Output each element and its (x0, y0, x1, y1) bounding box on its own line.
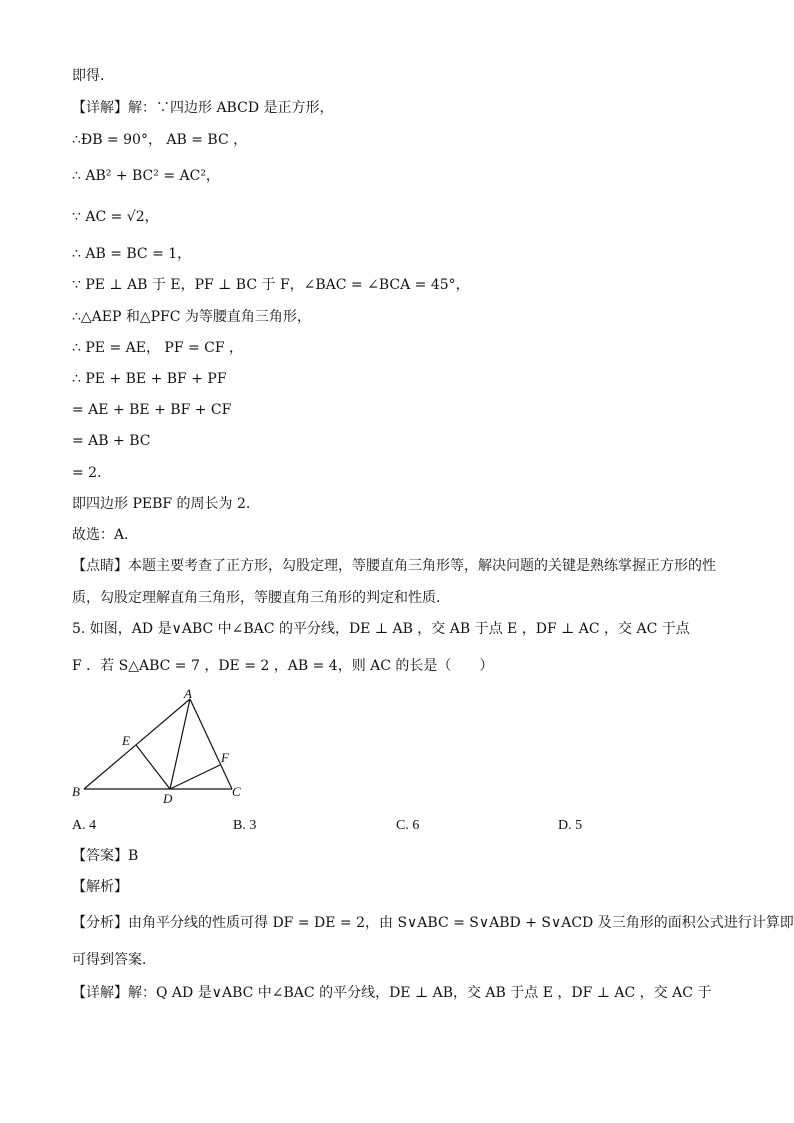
text-line: ∵ AC = √2， (72, 209, 159, 225)
label-e: E (122, 733, 130, 748)
text-line: ∵ PE ⊥ AB 于 E，PF ⊥ BC 于 F，∠BAC = ∠BCA = 45°， (72, 277, 470, 293)
segment-de (136, 745, 170, 789)
question-5-line: 5. 如图，AD 是∨ABC 中∠BAC 的平分线，DE ⊥ AB ，交 AB 于点 E ，DF ⊥ AC ，交 AC 于点 (72, 621, 690, 637)
text-line: 【详解】解：∵四边形 ABCD 是正方形， (72, 100, 334, 116)
text-line: 即得． (72, 68, 114, 84)
segment-ad (170, 699, 190, 789)
analysis-line: 可得到答案． (72, 952, 156, 968)
analysis-line: 【详解】解：Q AD 是∨ABC 中∠BAC 的平分线，DE ⊥ AB，交 AB 于点 E ，DF ⊥ AC ，交 AC 于 (72, 985, 712, 1001)
text-line: ∴ PE = AE， PF = CF ， (72, 340, 244, 356)
segment-ab (84, 699, 190, 789)
label-c: C (232, 784, 241, 799)
text-line: 【点睛】本题主要考查了正方形，勾股定理，等腰直角三角形等，解决问题的关键是熟练掌握正方形的性 (72, 558, 716, 574)
segment-df (170, 765, 220, 789)
text-line: = 2． (72, 465, 112, 481)
text-line: 即四边形 PEBF 的周长为 2. (72, 496, 251, 512)
label-f: F (221, 750, 229, 765)
text-line: 质，勾股定理解直角三角形，等腰直角三角形的判定和性质． (72, 590, 450, 606)
text-line: ∴ÐB = 90°， AB = BC ， (72, 132, 248, 148)
text-line: = AE + BE + BF + CF (72, 402, 232, 418)
answer-line: 【答案】B (72, 848, 139, 864)
option-b: B. 3 (233, 818, 257, 833)
text-line: = AB + BC (72, 433, 151, 449)
option-d: D. 5 (558, 818, 583, 833)
label-a: A (184, 686, 192, 701)
label-b: B (72, 784, 80, 799)
label-d: D (163, 791, 173, 806)
triangle-figure (66, 686, 256, 808)
segment-ac (190, 699, 232, 789)
analysis-heading: 【解析】 (72, 879, 128, 895)
analysis-line: 【分析】由角平分线的性质可得 DF = DE = 2，由 S∨ABC = S∨ABD + S∨ACD 及三角形的面积公式进行计算即 (72, 915, 794, 931)
text-line: ∴ PE + BE + BF + PF (72, 371, 227, 387)
option-c: C. 6 (396, 818, 420, 833)
question-5-line: F ．若 S△ABC = 7 ，DE = 2 ，AB = 4，则 AC 的长是（ ） (72, 658, 494, 674)
text-line: ∴△AEP 和△PFC 为等腰直角三角形， (72, 309, 311, 325)
text-line: 故选：A． (72, 527, 139, 543)
option-a: A. 4 (72, 818, 97, 833)
text-line: ∴ AB = BC = 1， (72, 246, 192, 262)
text-line: ∴ AB² + BC² = AC²， (72, 168, 220, 184)
